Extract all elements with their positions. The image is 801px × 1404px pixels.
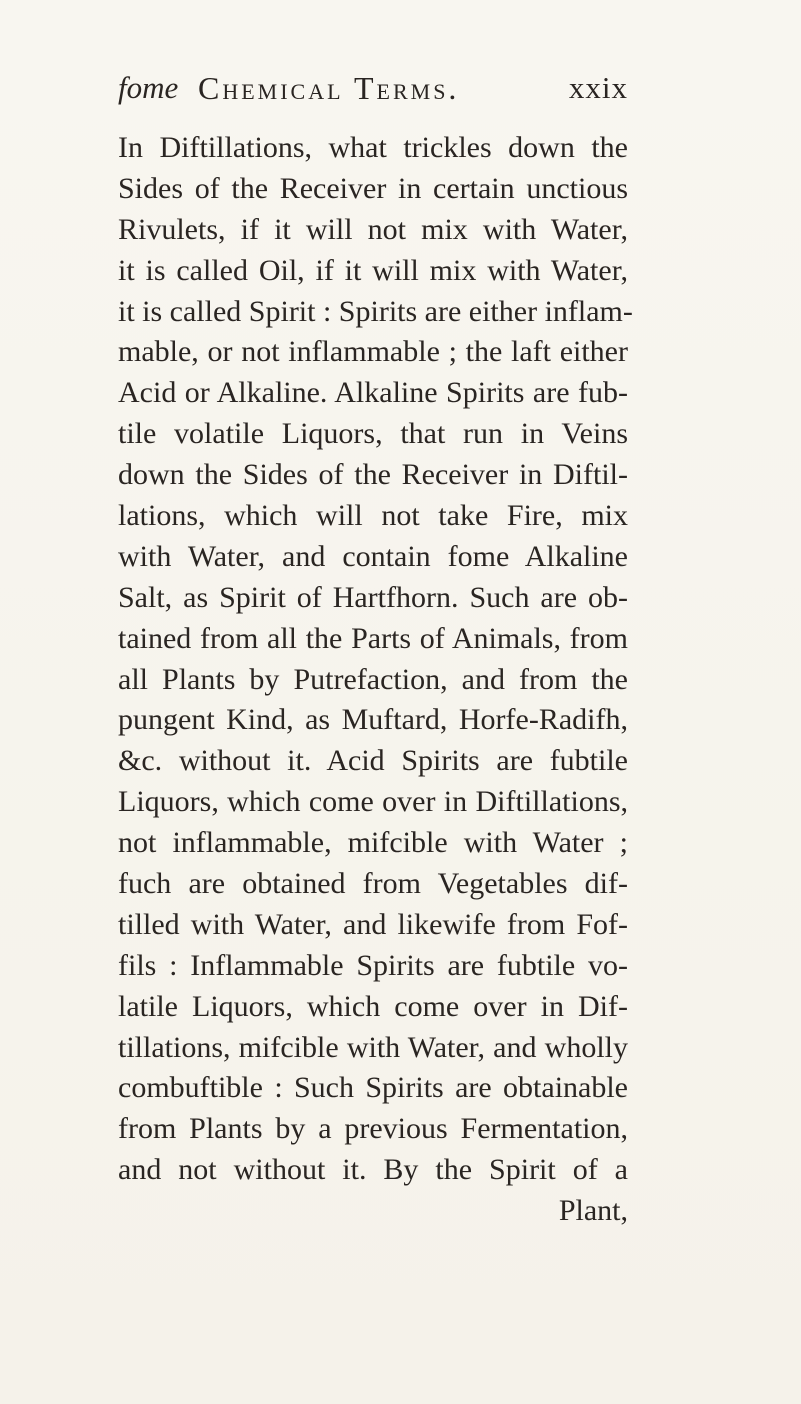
text-line: it is called Oil, if it will mix with Water, <box>118 253 628 287</box>
text-line: fuch are obtained from Vegetables dif- <box>118 867 628 901</box>
text-line: not inflammable, mifcible with Water ; <box>118 826 628 860</box>
text-line: tained from all the Parts of Animals, from <box>118 621 628 655</box>
page-number: xxix <box>568 70 628 105</box>
catchword: Plant, <box>558 1194 628 1228</box>
text-line: pungent Kind, as Muftard, Horfe-Radifh, <box>118 703 628 737</box>
text-line: latile Liquors, which come over in Dif- <box>118 989 628 1023</box>
text-line: Salt, as Spirit of Hartfhorn. Such are ob- <box>118 580 628 614</box>
text-line: Rivulets, if it will not mix with Water, <box>118 212 628 246</box>
text-line: down the Sides of the Receiver in Diftil- <box>118 458 628 492</box>
text-line: tilled with Water, and likewife from Fof- <box>118 907 628 941</box>
text-line: it is called Spirit : Spirits are either inflam- <box>118 294 633 328</box>
body-text <box>118 128 633 1232</box>
text-line: from Plants by a previous Fermentation, <box>118 1112 628 1146</box>
text-line: &c. without it. Acid Spirits are fubtile <box>118 744 628 778</box>
text-line: Acid or Alkaline. Alkaline Spirits are fub- <box>118 376 628 410</box>
text-line: combuftible : Such Spirits are obtainable <box>118 1071 628 1105</box>
text-line: and not without it. By the Spirit of a <box>118 1153 628 1187</box>
text-line: lations, which will not take Fire, mix <box>118 499 628 533</box>
text-line: all Plants by Putrefaction, and from the <box>118 662 628 696</box>
text-line: fils : Inflammable Spirits are fubtile vo- <box>118 948 628 982</box>
text-line: Sides of the Receiver in certain unctious <box>118 171 628 205</box>
running-head <box>118 70 628 110</box>
text-line: mable, or not inflammable ; the laft either <box>118 335 628 369</box>
text-line: tillations, mifcible with Water, and wholly <box>118 1030 628 1064</box>
text-line: In Diftillations, what trickles down the <box>118 131 628 164</box>
text-line: tile volatile Liquors, that run in Veins <box>118 417 628 451</box>
text-line: with Water, and contain fome Alkaline <box>118 539 628 573</box>
running-head-lead: fome <box>118 70 179 105</box>
text-line: Liquors, which come over in Diftillations, <box>118 785 628 819</box>
running-head-title: Chemical Terms. <box>198 70 460 106</box>
